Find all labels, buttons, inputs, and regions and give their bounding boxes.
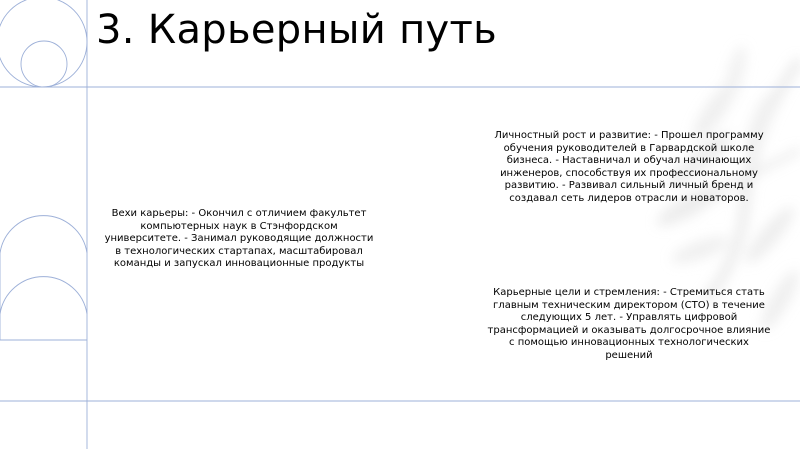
career-milestones-text: Вехи карьеры: - Окончил с отличием факультет компьютерных наук в Стэнфордском университете. - Занимал руководящие должности в технологических стартапах, масштабировал команды и запускал инновационные продукты (104, 208, 374, 269)
career-goals-text: Карьерные цели и стремления: - Стремиться стать главным техническим директором (CTO) в течение следующих 5 лет. - Управлять цифровой трансформацией и оказывать долгосрочное влияние с помощью инновационных технологических решений (487, 287, 771, 361)
personal-growth-text: Личностный рост и развитие: - Прошел программу обучения руководителей в Гарвардской школе бизнеса. - Наставничал и обучал начинающих инженеров, способствуя их профессиональному развитию. - Развивал сильный личный бренд и создавал сеть лидеров отрасли и новаторов. (494, 130, 764, 204)
page-title: 3. Карьерный путь (96, 7, 497, 53)
